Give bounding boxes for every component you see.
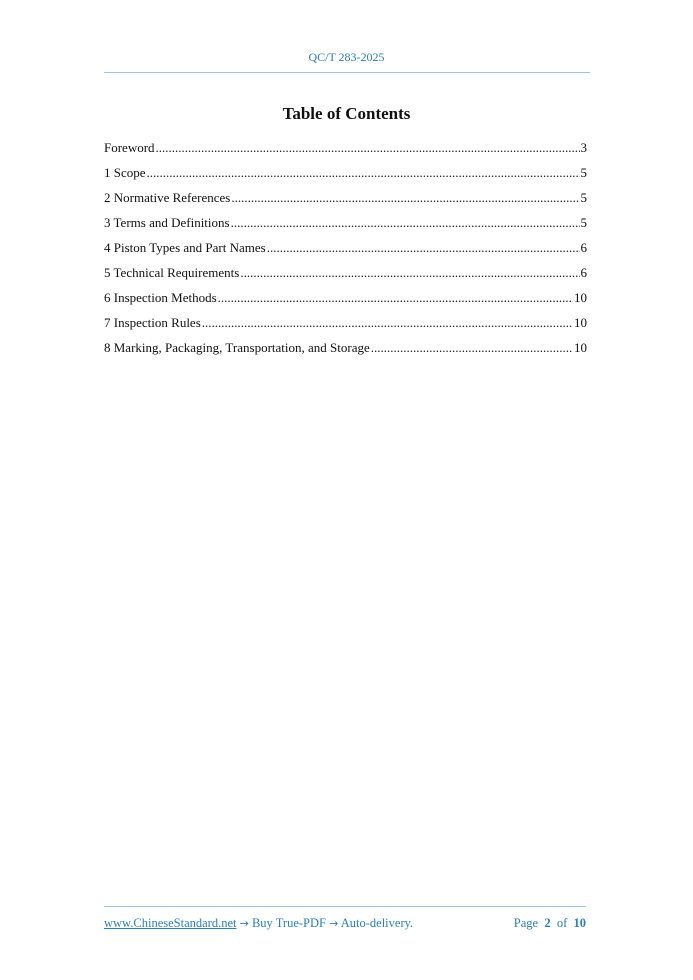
toc-entry-page: 5 [580, 165, 587, 180]
toc-entry-label: 3 Terms and Definitions [104, 215, 230, 230]
toc-leader-dots [240, 264, 579, 281]
arrow-right-icon: → [239, 917, 249, 930]
toc-entry-label: 4 Piston Types and Part Names [104, 240, 266, 255]
table-of-contents [104, 139, 587, 364]
current-page-number: 2 [544, 916, 551, 930]
page-header [0, 50, 693, 65]
toc-entry-label: 2 Normative References [104, 190, 231, 205]
buy-pdf-text: Buy True-PDF [248, 916, 330, 930]
toc-entry-label: 5 Technical Requirements [104, 265, 240, 280]
header-divider [104, 72, 590, 73]
toc-entry-foreword[interactable] [104, 139, 587, 164]
toc-entry-page: 6 [580, 265, 587, 280]
toc-leader-dots [202, 314, 573, 331]
site-link[interactable]: www.ChineseStandard.net [104, 916, 237, 930]
toc-entry-label: 1 Scope [104, 165, 146, 180]
toc-entry-page: 10 [574, 290, 587, 305]
toc-entry-scope[interactable] [104, 164, 587, 189]
footer-promo [104, 916, 413, 931]
toc-entry-technical-requirements[interactable] [104, 264, 587, 289]
toc-leader-dots [218, 289, 573, 306]
toc-entry-inspection-rules[interactable] [104, 314, 587, 339]
toc-entry-terms-definitions[interactable] [104, 214, 587, 239]
toc-entry-inspection-methods[interactable] [104, 289, 587, 314]
footer-divider [104, 906, 586, 907]
page-indicator [514, 916, 586, 931]
toc-entry-page: 5 [580, 190, 587, 205]
toc-leader-dots [371, 339, 573, 356]
toc-entry-label: 7 Inspection Rules [104, 315, 201, 330]
toc-entry-page: 3 [580, 140, 587, 155]
toc-entry-label: Foreword [104, 140, 155, 155]
toc-entry-page: 6 [580, 240, 587, 255]
toc-entry-page: 10 [574, 340, 587, 355]
toc-entry-normative-references[interactable] [104, 189, 587, 214]
total-pages-number: 10 [573, 916, 586, 930]
toc-entry-marking-packaging[interactable] [104, 339, 587, 364]
toc-entry-label: 6 Inspection Methods [104, 290, 217, 305]
of-label: of [556, 916, 568, 930]
toc-leader-dots [231, 214, 580, 231]
toc-leader-dots [231, 189, 579, 206]
toc-leader-dots [156, 139, 580, 156]
toc-title: Table of Contents [282, 104, 411, 123]
toc-entry-label: 8 Marking, Packaging, Transportation, and Storage [104, 340, 370, 355]
arrow-right-icon: → [329, 917, 339, 930]
toc-entry-piston-types[interactable] [104, 239, 587, 264]
page-label: Page [513, 916, 539, 930]
auto-delivery-text: Auto-delivery. [338, 916, 414, 930]
toc-entry-page: 5 [580, 215, 587, 230]
toc-entry-page: 10 [574, 315, 587, 330]
document-code: QC/T 283-2025 [308, 50, 385, 64]
toc-leader-dots [147, 164, 580, 181]
toc-leader-dots [267, 239, 580, 256]
